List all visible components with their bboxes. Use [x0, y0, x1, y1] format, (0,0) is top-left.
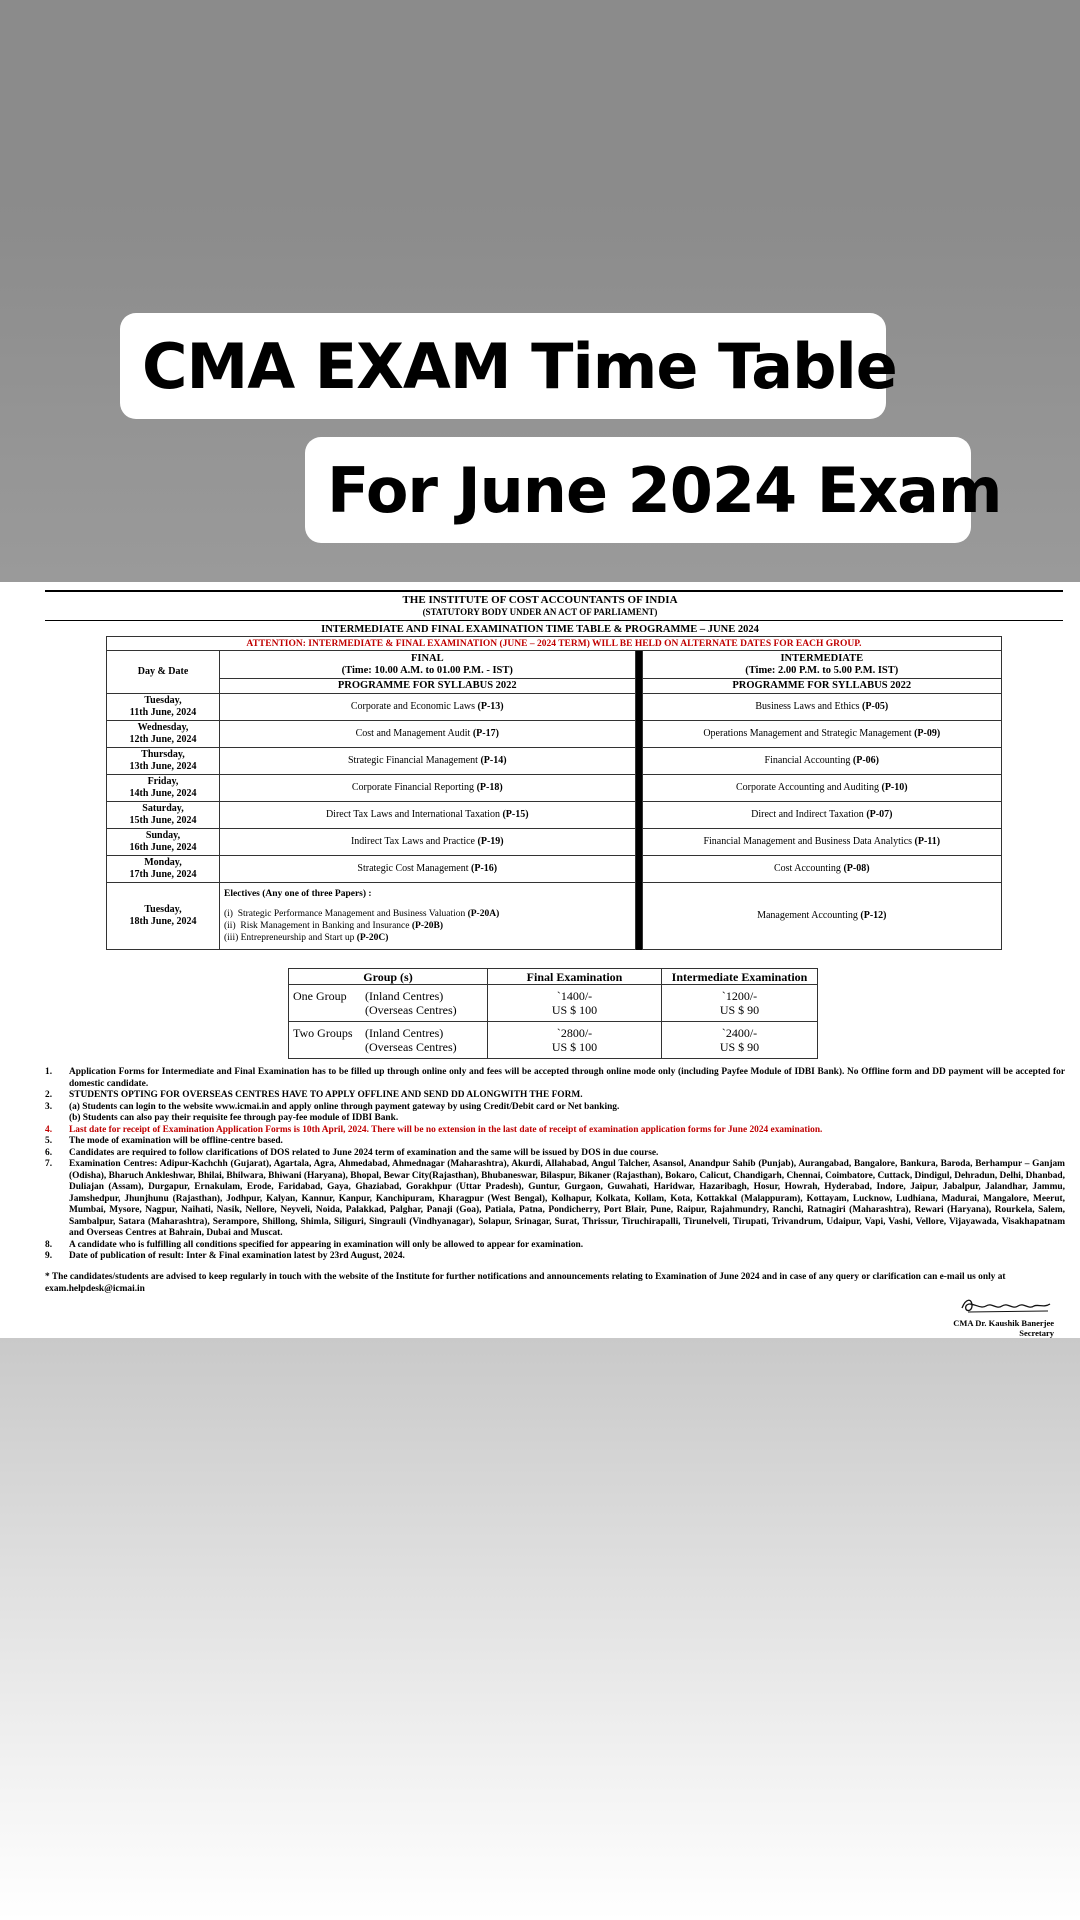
day-date-header: Day & Date	[107, 651, 220, 694]
list-item: 8. A candidate who is fulfilling all conditions specified for appearing in examination will only be allowed to appear for examination.	[45, 1239, 584, 1250]
inter-paper-cell: Operations Management and Strategic Management (P-09)	[642, 721, 1001, 748]
day-date-cell: Monday, 17th June, 2024	[107, 856, 220, 883]
final-time: (Time: 10.00 A.M. to 01.00 P.M. - IST)	[341, 664, 513, 676]
table-row	[107, 775, 1002, 802]
table-row	[107, 856, 1002, 883]
attention-notice: ATTENTION: INTERMEDIATE & FINAL EXAMINATION (JUNE – 2024 TERM) WILL BE HELD ON ALTERNATE DATES FOR EACH GROUP.	[107, 637, 1002, 651]
footer-advice: * The candidates/students are advised to keep regularly in touch with the website of the Institute for further notifications and announcements relating to Examination of June 2024 and in case of any query or clarification can e-mail us only at exam.helpdesk@icmai.in	[45, 1272, 1006, 1294]
inter-time: (Time: 2.00 P.M. to 5.00 P.M. IST)	[745, 664, 899, 676]
header-rule	[45, 620, 1063, 621]
inter-fee-cell: `2400/- US $ 90	[662, 1022, 818, 1059]
final-paper-cell: Strategic Financial Management (P-14)	[220, 748, 636, 775]
final-label: FINAL	[410, 652, 444, 664]
list-item: 9. Date of publication of result: Inter & Final examination latest by 23rd August, 2024.	[45, 1251, 405, 1261]
table-row	[107, 883, 1002, 950]
final-paper-cell: Corporate and Economic Laws (P-13)	[220, 694, 636, 721]
inter-paper-cell: Business Laws and Ethics (P-05)	[642, 694, 1001, 721]
day-date-cell: Wednesday, 12th June, 2024	[107, 721, 220, 748]
final-paper-cell: Indirect Tax Laws and Practice (P-19)	[220, 829, 636, 856]
table-row	[289, 985, 818, 1022]
programme-title: INTERMEDIATE AND FINAL EXAMINATION TIME TABLE & PROGRAMME – JUNE 2024	[321, 624, 759, 635]
day-date-cell: Saturday, 15th June, 2024	[107, 802, 220, 829]
elective-item: (iii) Entrepreneurship and Start up (P-20C)	[224, 933, 389, 943]
inter-paper-cell: Cost Accounting (P-08)	[642, 856, 1001, 883]
group-cell: One Group (Inland Centres) (Overseas Centres)	[289, 985, 488, 1022]
inter-paper-cell: Financial Management and Business Data Analytics (P-11)	[642, 829, 1001, 856]
inter-header	[642, 651, 1001, 679]
top-rule	[45, 590, 1063, 592]
title-banner	[120, 313, 897, 419]
statutory-body-line: (STATUTORY BODY UNDER AN ACT OF PARLIAMENT)	[422, 607, 658, 617]
table-row	[289, 1022, 818, 1059]
day-date-cell: Friday, 14th June, 2024	[107, 775, 220, 802]
final-paper-cell: Corporate Financial Reporting (P-18)	[220, 775, 636, 802]
final-fee-cell: `1400/- US $ 100	[488, 985, 662, 1022]
list-item: 3. (a) Students can login to the website www.icmai.in and apply online through payment gateway by using Credit/Debit card or Net banking.	[45, 1101, 620, 1112]
table-row	[107, 694, 1002, 721]
inter-label: INTERMEDIATE	[780, 652, 864, 664]
elective-item: (ii) Risk Management in Banking and Insurance (P-20B)	[224, 921, 443, 931]
day-date-cell: Sunday, 16th June, 2024	[107, 829, 220, 856]
table-row	[107, 748, 1002, 775]
notice-document	[0, 582, 1080, 1338]
inter-fee-cell: `1200/- US $ 90	[662, 985, 818, 1022]
final-fee-cell: `2800/- US $ 100	[488, 1022, 662, 1059]
final-paper-cell: Cost and Management Audit (P-17)	[220, 721, 636, 748]
group-cell: Two Groups (Inland Centres) (Overseas Centres)	[289, 1022, 488, 1059]
final-programme: PROGRAMME FOR SYLLABUS 2022	[220, 679, 636, 694]
elective-item: (i) Strategic Performance Management and Business Valuation (P-20A)	[224, 909, 500, 919]
electives-heading: Electives (Any one of three Papers) :	[224, 889, 372, 899]
final-paper-cell: Direct Tax Laws and International Taxation (P-15)	[220, 802, 636, 829]
inter-paper-cell: Direct and Indirect Taxation (P-07)	[642, 802, 1001, 829]
list-item: 6. Candidates are required to follow clarifications of DOS related to June 2024 term of examination and the same will be issued by DOS in due course.	[45, 1147, 659, 1158]
list-item: 7. Examination Centres: Adipur-Kachchh (Gujarat), Agartala, Agra, Ahmedabad, Ahmednagar (Maharashtra), Akurdi, Allahabad, Angul Talcher, Asansol, Anandpur Sahib (Punjab), Aurangabad, Bangalore, Bankura, Baroda, Berhampur – Ganjam (Odisha), Bharuch Ankleshwar, Bhilai, Bhilwara, Bhiwani (Haryana), Bhopal, Bewar City(Rajasthan), Bhubaneswar, Bilaspur, Bikaner (Rajasthan), Bokaro, Calicut, Chandigarh, Chennai, Coimbatore, Cuttack, Dindigul, Dehradun, Delhi, Dhanbad, Duliajan (Assam), Durgapur, Ernakulam, Erode, Faridabad, Gaya, Ghaziabad, Gorakhpur (Uttar Pradesh), Guntur, Gurgaon, Guwahati, Haridwar, Hazaribagh, Hosur, Howrah, Hyderabad, Indore, Jaipur, Jabalpur, Jalandhar, Jammu, Jamshedpur, Jhunjhunu (Rajasthan), Jodhpur, Kalyan, Kannur, Kanpur, Kanchipuram, Kharagpur (West Bengal), Kolhapur, Kolkata, Kollam, Kota, Kottakkal (Malappuram), Kottayam, Lucknow, Ludhiana, Madurai, Mangalore, Meerut, Mumbai, Mysore, Nagpur, Naihati, Nasik, Nellore, Neyveli, Noida, Palakkad, Palghar, Panaji (Goa), Patiala, Patna, Pondicherry, Port Blair, Pune, Raipur, Rajahmundry, Ranchi, Ratnagiri (Maharashtra), Rewari (Haryana), Rourkela, Salem, Sambalpur, Satara (Maharashtra), Serampore, Shillong, Shimla, Siliguri, Singrauli (Vindhyanagar), Solapur, Srinagar, Surat, Thrissur, Tiruchirapalli, Tirunelveli, Tirupati, Trivandrum, Udaipur, Vapi, Vashi, Vellore, Vijayawada, Visakhapatnam and Overseas Centres at Bahrain, Dubai and Muscat.	[45, 1159, 1065, 1238]
day-date-cell: Tuesday, 18th June, 2024	[107, 883, 220, 950]
final-header	[220, 651, 636, 679]
list-item: 1. Application Forms for Intermediate and Final Examination has to be filled up through online only and fees will be accepted through online mode only (including Payfee Module of IDBI Bank). No Offline form and DD payment will be accepted for domestic candidate.	[45, 1067, 1065, 1089]
fees-header-inter: Intermediate Examination	[662, 969, 818, 985]
fees-table	[288, 968, 818, 1059]
list-item: 5. The mode of examination will be offline-centre based.	[45, 1136, 283, 1146]
subtitle-text: For June 2024 Exam	[327, 453, 1002, 527]
timetable	[106, 636, 1002, 950]
column-separator	[635, 651, 642, 950]
title-text: CMA EXAM Time Table	[142, 329, 897, 403]
list-item: (b) Students can also pay their requisite fee through pay-fee module of IDBI Bank.	[69, 1113, 399, 1123]
day-date-cell: Tuesday, 11th June, 2024	[107, 694, 220, 721]
list-item: 2. STUDENTS OPTING FOR OVERSEAS CENTRES HAVE TO APPLY OFFLINE AND SEND DD ALONGWITH THE FORM.	[45, 1090, 583, 1100]
final-paper-cell: Strategic Cost Management (P-16)	[220, 856, 636, 883]
table-row	[107, 802, 1002, 829]
inter-paper-cell: Corporate Accounting and Auditing (P-10)	[642, 775, 1001, 802]
signatory-designation: Secretary	[1019, 1328, 1054, 1338]
fees-header-final: Final Examination	[488, 969, 662, 985]
inter-paper-cell: Financial Accounting (P-06)	[642, 748, 1001, 775]
fees-header-group: Group (s)	[289, 969, 488, 985]
table-row	[107, 721, 1002, 748]
subtitle-banner	[305, 437, 1002, 543]
signature-block	[953, 1296, 1054, 1338]
list-item: 4. Last date for receipt of Examination Application Forms is 10th April, 2024. There will be no extension in the last date of receipt of examination application forms for June 2024 examination.	[45, 1124, 823, 1135]
day-date-cell: Thursday, 13th June, 2024	[107, 748, 220, 775]
signature-scribble-icon	[958, 1296, 1054, 1316]
notes-list	[45, 1067, 1065, 1263]
institute-name: THE INSTITUTE OF COST ACCOUNTANTS OF INDIA	[402, 594, 678, 606]
signatory-name: CMA Dr. Kaushik Banerjee	[953, 1318, 1054, 1328]
inter-paper-cell: Management Accounting (P-12)	[642, 883, 1001, 950]
table-row	[107, 829, 1002, 856]
electives-cell	[220, 883, 636, 950]
inter-programme: PROGRAMME FOR SYLLABUS 2022	[642, 679, 1001, 694]
